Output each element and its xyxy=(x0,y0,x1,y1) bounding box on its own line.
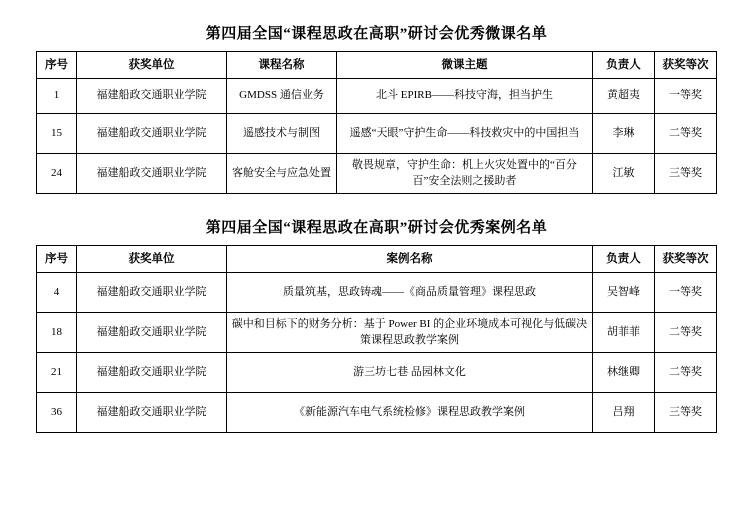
cell-case: 质量筑基，思政铸魂——《商品质量管理》课程思政 xyxy=(227,273,593,313)
cell-unit: 福建船政交通职业学院 xyxy=(77,154,227,194)
cell-unit: 福建船政交通职业学院 xyxy=(77,393,227,433)
section-micro-lessons xyxy=(36,0,717,194)
cell-case: 游三坊七巷 品园林文化 xyxy=(227,353,593,393)
cell-unit: 福建船政交通职业学院 xyxy=(77,114,227,154)
cell-course: 遥感技术与制图 xyxy=(227,114,337,154)
cell-num: 15 xyxy=(37,114,77,154)
table-row xyxy=(37,313,717,353)
cell-person: 胡菲菲 xyxy=(593,313,655,353)
column-header-theme: 微课主题 xyxy=(337,52,593,79)
section-title-cases: 第四届全国“课程思政在高职”研讨会优秀案例名单 xyxy=(205,220,548,236)
cell-unit: 福建船政交通职业学院 xyxy=(77,79,227,114)
cell-level: 二等奖 xyxy=(655,353,717,393)
table-row xyxy=(37,154,717,194)
cell-num: 18 xyxy=(37,313,77,353)
column-header-level: 获奖等次 xyxy=(655,52,717,79)
cell-num: 36 xyxy=(37,393,77,433)
cell-level: 三等奖 xyxy=(655,393,717,433)
cell-unit: 福建船政交通职业学院 xyxy=(77,273,227,313)
column-header-unit: 获奖单位 xyxy=(77,246,227,273)
table-header-row xyxy=(37,52,717,79)
table-header-row xyxy=(37,246,717,273)
table-row xyxy=(37,273,717,313)
column-header-unit: 获奖单位 xyxy=(77,52,227,79)
cell-unit: 福建船政交通职业学院 xyxy=(77,353,227,393)
column-header-num: 序号 xyxy=(37,52,77,79)
column-header-course: 课程名称 xyxy=(227,52,337,79)
cell-num: 1 xyxy=(37,79,77,114)
cell-level: 一等奖 xyxy=(655,79,717,114)
cell-level: 二等奖 xyxy=(655,313,717,353)
section-title-micro-lessons: 第四届全国“课程思政在高职”研讨会优秀微课名单 xyxy=(205,26,548,42)
column-header-person: 负责人 xyxy=(593,246,655,273)
cell-unit: 福建船政交通职业学院 xyxy=(77,313,227,353)
cell-theme: 遥感“天眼”守护生命——科技救灾中的中国担当 xyxy=(337,114,593,154)
section-cases xyxy=(36,194,717,433)
cell-level: 一等奖 xyxy=(655,273,717,313)
cell-person: 吕翔 xyxy=(593,393,655,433)
cell-num: 21 xyxy=(37,353,77,393)
cell-theme: 敬畏规章，守护生命：机上火灾处置中的“百分百”安全法则之援助者 xyxy=(337,154,593,194)
cell-level: 二等奖 xyxy=(655,114,717,154)
column-header-person: 负责人 xyxy=(593,52,655,79)
column-header-num: 序号 xyxy=(37,246,77,273)
cases-table xyxy=(36,245,717,433)
cell-person: 李琳 xyxy=(593,114,655,154)
cell-theme: 北斗 EPIRB——科技守海，担当护生 xyxy=(337,79,593,114)
cell-person: 吴智峰 xyxy=(593,273,655,313)
cell-person: 林继卿 xyxy=(593,353,655,393)
cell-course: GMDSS 通信业务 xyxy=(227,79,337,114)
cell-person: 江敏 xyxy=(593,154,655,194)
table-row xyxy=(37,114,717,154)
column-header-case: 案例名称 xyxy=(227,246,593,273)
micro-lessons-table xyxy=(36,51,717,194)
cell-case: 碳中和目标下的财务分析：基于 Power BI 的企业环境成本可视化与低碳决策课程思政教学案例 xyxy=(227,313,593,353)
table-row xyxy=(37,79,717,114)
cell-person: 黄超夷 xyxy=(593,79,655,114)
table-row xyxy=(37,353,717,393)
cell-course: 客舱安全与应急处置 xyxy=(227,154,337,194)
column-header-level: 获奖等次 xyxy=(655,246,717,273)
cell-case: 《新能源汽车电气系统检修》课程思政教学案例 xyxy=(227,393,593,433)
cell-num: 4 xyxy=(37,273,77,313)
cell-level: 三等奖 xyxy=(655,154,717,194)
cell-num: 24 xyxy=(37,154,77,194)
table-row xyxy=(37,393,717,433)
